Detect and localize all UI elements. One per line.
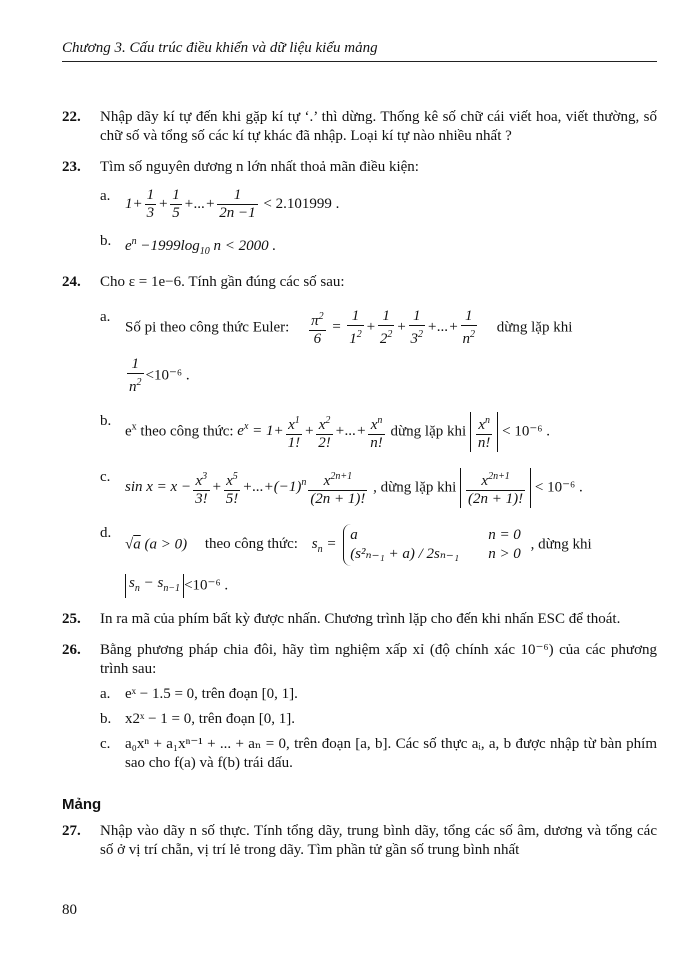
exercise-text: In ra mã của phím bất kỳ được nhấn. Chương trình lặp cho đến khi nhấn ESC để thoát.: [100, 611, 621, 627]
page-content: [62, 108, 657, 872]
exercise-number: 22.: [62, 109, 81, 125]
exercise-24d: d. √a (a > 0) theo công thức: $s_n$ = a n = 0 (s²ₙ₋₁ + a) / 2sₙ₋₁ n > 0 , dừng khi $s_n - s_{n-1} <10^{-6}$ .: [100, 524, 657, 598]
exercise-25: [62, 610, 657, 629]
exercise-23: [62, 158, 657, 261]
exercise-24c: c. sin x = x − $\frac{x^3}{3!}$ + $\frac{x^5}{5!}$ $+...+(-1)^n$ $\frac{x^{2n+1}}{(2n + 1)!}$ , dừng lặp khi $\frac{x^{2n+1}}{(2n + 1)!}$ < 10⁻⁶ .: [100, 469, 583, 507]
exercise-23a: a. 1+ $\frac{1}{3}$ + $\frac{1}{5}$ +...+ $\frac{1}{2n -1}$ < 2.101999 .: [100, 187, 340, 221]
exercise-text: Cho ε = 1e−6. Tính gần đúng các số sau:: [100, 274, 345, 290]
exercise-22: [62, 108, 657, 146]
stop-condition: $\frac{1}{n^2}$ <10⁻⁶ .: [129, 356, 190, 395]
euler-formula: $\frac{\pi^2}{6}$ = $\frac{1}{1^2}$ + $\frac{1}{2^2}$ + $\frac{1}{3^2}$ +...+ $\frac{1}{n^2}$: [311, 308, 475, 347]
exp-formula: $e^x = 1+$ $\frac{x^1}{1!}$ + $\frac{x^2}{2!}$ +...+ $\frac{x^n}{n!}$: [237, 415, 383, 451]
formula: $e^n -1999\log_{10}$ n < 2000 .: [125, 236, 277, 257]
recurrence: $s_n$ = a n = 0 (s²ₙ₋₁ + a) / 2sₙ₋₁ n > 0: [312, 536, 531, 552]
exercise-26: [62, 641, 657, 773]
stop-condition: $s_n - s_{n-1} <10^{-6}$ .: [125, 574, 657, 598]
sin-formula: sin x = x − $\frac{x^3}{3!}$ + $\frac{x^5}{5!}$ $+...+(-1)^n$ $\frac{x^{2n+1}}{(2n + 1)!}$: [125, 471, 366, 507]
exercise-number: 26.: [62, 642, 81, 658]
formula: 1+ $\frac{1}{3}$ + $\frac{1}{5}$ +...+ $\frac{1}{2n -1}$: [125, 187, 256, 221]
exercise-text: Nhập vào dãy n số thực. Tính tổng dãy, trung bình dãy, tổng các số âm, dương và tổng các số ở vị trí chẵn, vị trí lẻ trong dãy. Tìm phần tử gần số trung bình nhất: [100, 823, 657, 858]
exercise-26b: b. x2ˣ − 1 = 0, trên đoạn [0, 1].: [100, 711, 295, 727]
section-heading: Mảng: [62, 796, 102, 813]
running-header: Chương 3. Cấu trúc điều khiển và dữ liệu kiểu mảng: [62, 40, 378, 56]
exercise-text: Nhập dãy kí tự đến khi gặp kí tự ‘.’ thì dừng. Thống kê số chữ cái viết hoa, viết thường, số chữ số và tổng số các kí tự khác đã nhập. Loại kí tự nào nhiều nhất ?: [100, 109, 657, 144]
exercise-26c: c. a₀xⁿ + a₁xⁿ⁻¹ + ... + aₙ = 0, trên đoạn [a, b]. Các số thực aᵢ, a, b được nhập từ bàn phím sao cho f(a) và f(b) trái dấu.: [100, 736, 657, 771]
exercise-23b: b. $e^n -1999\log_{10}$ n < 2000 .: [100, 233, 277, 257]
exercise-number: 27.: [62, 823, 81, 839]
exercise-number: 25.: [62, 611, 81, 627]
page-number: 80: [62, 902, 77, 918]
exercise-27: [62, 822, 657, 860]
exercise-text: Tìm số nguyên dương n lớn nhất thoả mãn điều kiện:: [100, 159, 419, 175]
exercise-26a: a. eˣ − 1.5 = 0, trên đoạn [0, 1].: [100, 686, 298, 702]
exercise-24a: a. Số pi theo công thức Euler: $\frac{\pi^2}{6}$ = $\frac{1}{1^2}$ + $\frac{1}{2^2}$ + $\frac{1}{3^2}$ +...+ $\frac{1}{n^2}$ dừng lặp khi $\frac{1}{n^2}$ <10⁻⁶ .: [100, 308, 657, 396]
exercise-24: [62, 273, 657, 598]
exercise-number: 23.: [62, 159, 81, 175]
exercise-text: Bằng phương pháp chia đôi, hãy tìm nghiệm xấp xỉ (độ chính xác 10⁻⁶) của các phương trình sau:: [100, 642, 657, 677]
abs-term: $\frac{x^{2n+1}}{(2n + 1)!}$: [460, 468, 531, 508]
sqrt-expression: √a (a > 0): [125, 536, 188, 553]
abs-term: $\frac{x^n}{n!}$: [470, 412, 499, 452]
header-rule: [62, 61, 657, 62]
exercise-24b: b. $e^x$ theo công thức: $e^x = 1+$ $\frac{x^1}{1!}$ + $\frac{x^2}{2!}$ +...+ $\frac{x^n}{n!}$ dừng lặp khi $\frac{x^n}{n!}$ < 10⁻⁶ .: [100, 413, 551, 451]
exercise-number: 24.: [62, 274, 81, 290]
